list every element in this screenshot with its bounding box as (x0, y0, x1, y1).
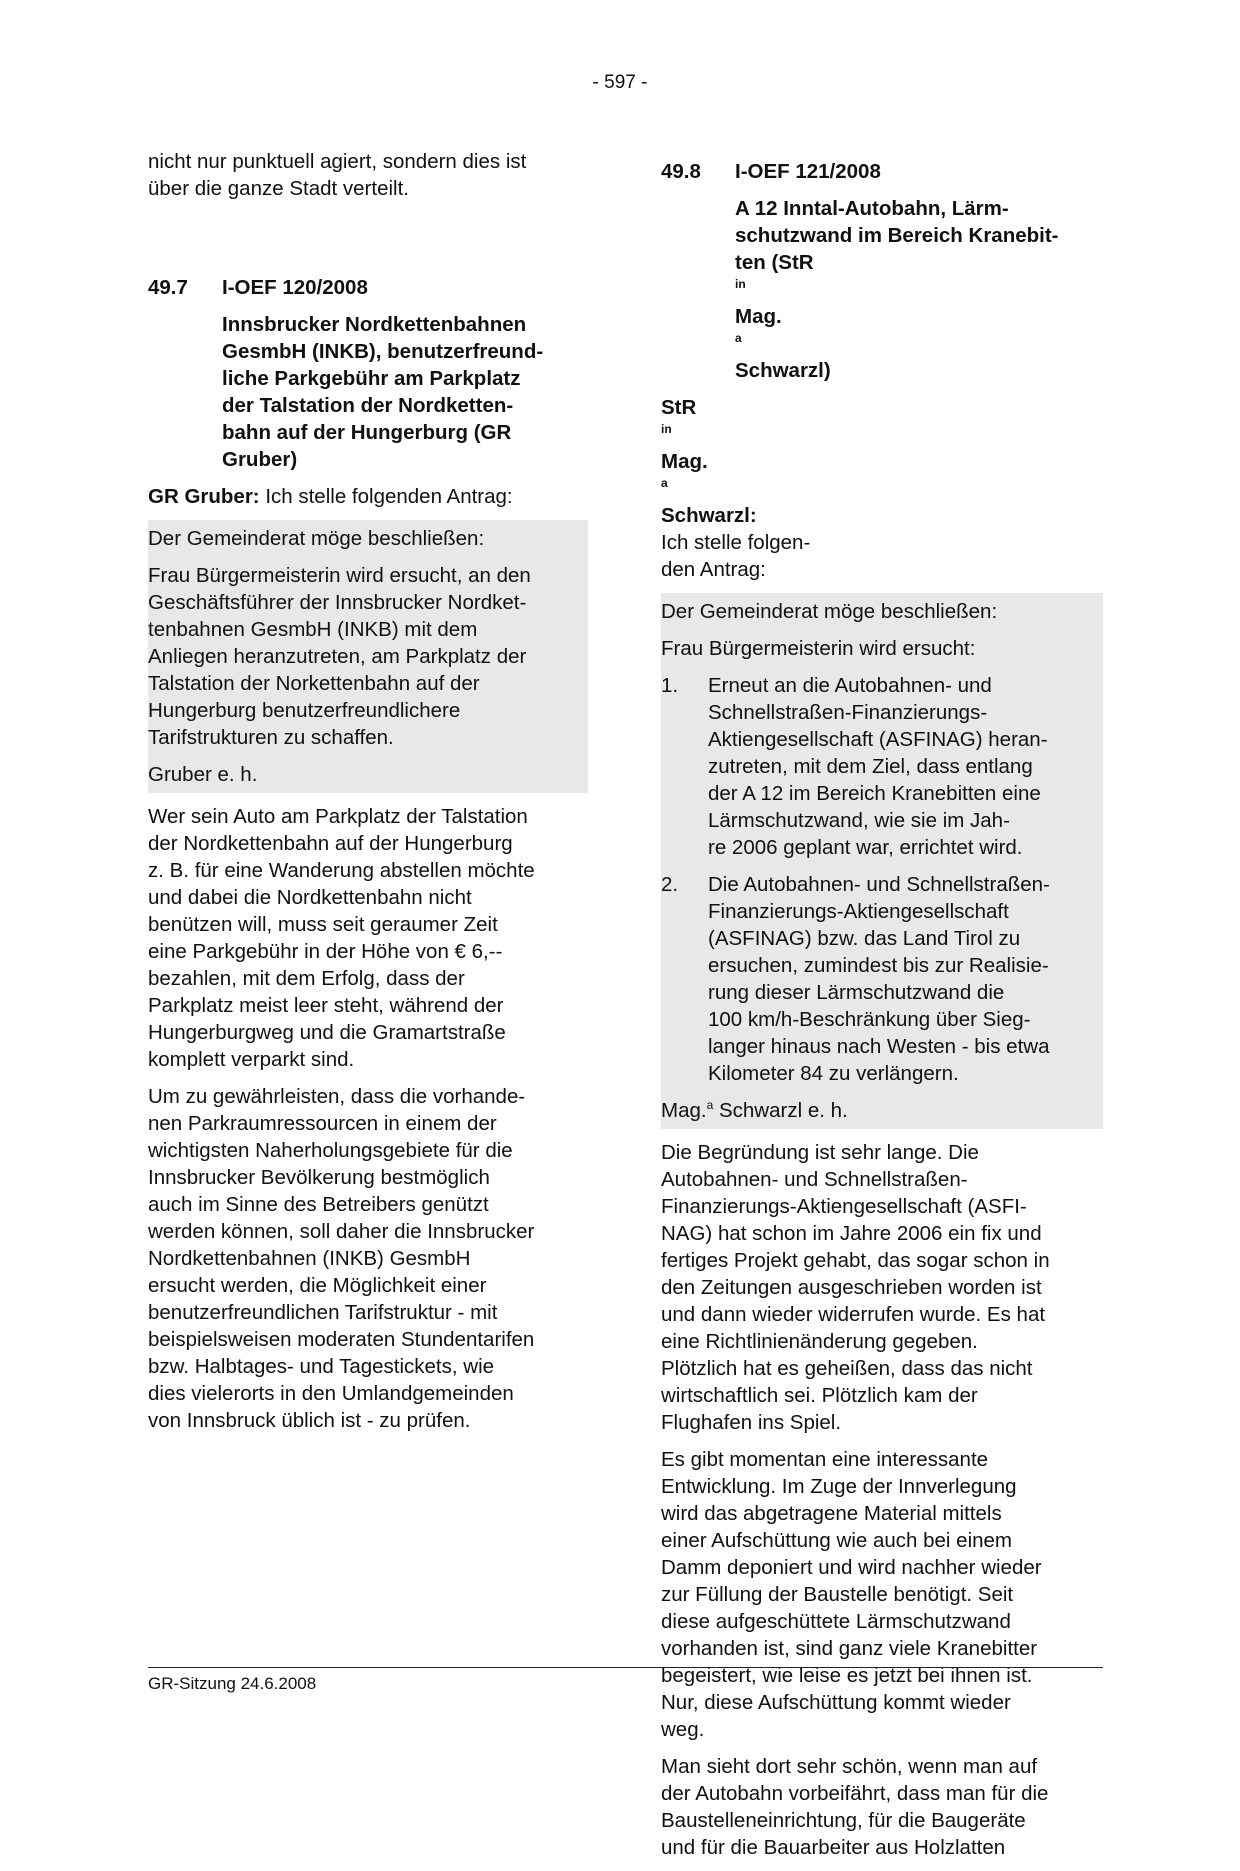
section-title: A 12 Inntal-Autobahn, Lärm- schutzwand im Bereich Kranebit- ten (StR $^{in}$ Mag. $^a$ Schwarzl) (735, 197, 1059, 382)
body-paragraph-1: Wer sein Auto am Parkplatz der Talstation der Nordkettenbahn auf der Hungerburg z. B. für eine Wanderung abstellen möchte und dabei die Nordkettenbahn nicht benützen will, muss seit geraumer Zeit eine Parkgebühr in der Höhe von € 6,-- bezahlen, mit dem Erfolg, dass der Parkplatz meist leer steht, während der Hungerburgweg und die Gramartstraße komplett verparkt sind. (148, 805, 535, 1071)
section-title: Innsbrucker Nordkettenbahnen GesmbH (INKB), benutzerfreund- liche Parkgebühr am Parkplatz der Talstation der Nordketten- bahn auf der Hungerburg (GR Gruber) (222, 313, 544, 471)
motion-signature: Mag.$^a$ Schwarzl e. h. (661, 1098, 848, 1122)
list-item-number: 1. (661, 674, 679, 697)
motion-body: Frau Bürgermeisterin wird ersucht, an den Geschäftsführer der Innsbrucker Nordket- tenbahnen GesmbH (INKB) mit dem Anliegen heranzutreten, am Parkplatz der Talstation der Norkettenbahn auf der Hungerburg benutzerfreundlichere Tarifstrukturen zu schaffen. (148, 564, 531, 749)
speaker-name: GR Gruber: (148, 485, 260, 508)
list-item-text: Erneut an die Autobahnen- und Schnellstraßen-Finanzierungs- Aktiengesellschaft (ASFINAG) heran- zutreten, mit dem Ziel, dass entlang der A 12 im Bereich Kranebitten eine Lärmschutzwand, wie sie im Jah- re 2006 geplant war, errichtet wird. (708, 674, 1048, 859)
section-number: 49.8 (661, 160, 701, 183)
motion-list (661, 672, 1103, 1087)
motion-signature: Gruber e. h. (148, 763, 258, 786)
section-number: 49.7 (148, 276, 188, 299)
page-number: - 597 - (592, 72, 648, 93)
section-code: I-OEF 121/2008 (735, 160, 881, 183)
list-item (661, 672, 1103, 861)
footer-divider (148, 1667, 1103, 1668)
section-heading-49-8 (661, 158, 1103, 185)
motion-box (148, 520, 588, 793)
speaker-line (148, 483, 588, 510)
right-column (661, 158, 1103, 1871)
motion-box (661, 593, 1103, 1129)
list-item-text: Die Autobahnen- und Schnellstraßen- Finanzierungs-Aktiengesellschaft (ASFINAG) bzw. das Land Tirol zu ersuchen, zumindest bis zur Realisie- rung dieser Lärmschutzwand die 100 km/h-Beschränkung über Sieg- langer hinaus nach Westen - bis etwa Kilometer 84 zu verlängern. (708, 873, 1050, 1085)
motion-intro: Der Gemeinderat möge beschließen: (661, 600, 998, 623)
body-paragraph-2: Es gibt momentan eine interessante Entwicklung. Im Zuge der Innverlegung wird das abgetragene Material mittels einer Aufschüttung wie auch bei einem Damm deponiert und wird nachher wieder zur Füllung der Baustelle benötigt. Seit diese aufgeschüttete Lärmschutzwand vorhanden ist, sind ganz viele Kranebitter begeistert, wie leise es jetzt bei ihnen ist. Nur, diese Aufschüttung kommt wieder weg. (661, 1448, 1042, 1741)
list-item (661, 871, 1103, 1087)
footer-text: GR-Sitzung 24.6.2008 (148, 1674, 317, 1693)
speaker-name: StR $^{in}$ Mag. $^a$ Schwarzl: (661, 396, 757, 527)
body-paragraph-1: Die Begründung ist sehr lange. Die Autobahnen- und Schnellstraßen- Finanzierungs-Aktiengesellschaft (ASFI- NAG) hat schon im Jahre 2006 ein fix und fertiges Projekt gehabt, das sogar schon in den Zeitungen ausgeschrieben worden ist und dann wieder widerrufen wurde. Es hat eine Richtlinienänderung gegeben. Plötzlich hat es geheißen, dass das nicht wirtschaftlich sei. Plötzlich kam der Flughafen ins Spiel. (661, 1141, 1050, 1434)
left-column (148, 148, 588, 1444)
intro-paragraph: nicht nur punktuell agiert, sondern dies ist über die ganze Stadt verteilt. (148, 150, 527, 200)
body-paragraph-3: Man sieht dort sehr schön, wenn man auf der Autobahn vorbeifährt, dass man für die Baustelleneinrichtung, für die Baugeräte und für die Bauarbeiter aus Holzlatten (661, 1755, 1049, 1859)
speaker-text: Ich stelle folgen- (661, 531, 811, 554)
speaker-text: Ich stelle folgenden Antrag: (259, 485, 513, 508)
body-paragraph-2: Um zu gewährleisten, dass die vorhande- nen Parkraumressourcen in einem der wichtigsten Naherholungsgebiete für die Innsbrucker Bevölkerung bestmöglich auch im Sinne des Betreibers genützt werden können, soll daher die Innsbrucker Nordkettenbahnen (INKB) GesmbH ersucht werden, die Möglichkeit einer benutzerfreundlichen Tarifstruktur - mit beispielsweisen moderaten Stundentarifen bzw. Halbtages- und Tagestickets, wie dies vielerorts in den Umlandgemeinden von Innsbruck üblich ist - zu prüfen. (148, 1085, 535, 1432)
motion-intro: Der Gemeinderat möge beschließen: (148, 527, 485, 550)
speaker-line: StR $^{in}$ Mag. $^a$ Schwarzl: Ich stelle folgen- den Antrag: (661, 394, 1103, 583)
list-item-number: 2. (661, 873, 679, 896)
section-heading-49-7 (148, 274, 588, 301)
motion-request: Frau Bürgermeisterin wird ersucht: (661, 637, 976, 660)
section-code: I-OEF 120/2008 (222, 276, 368, 299)
